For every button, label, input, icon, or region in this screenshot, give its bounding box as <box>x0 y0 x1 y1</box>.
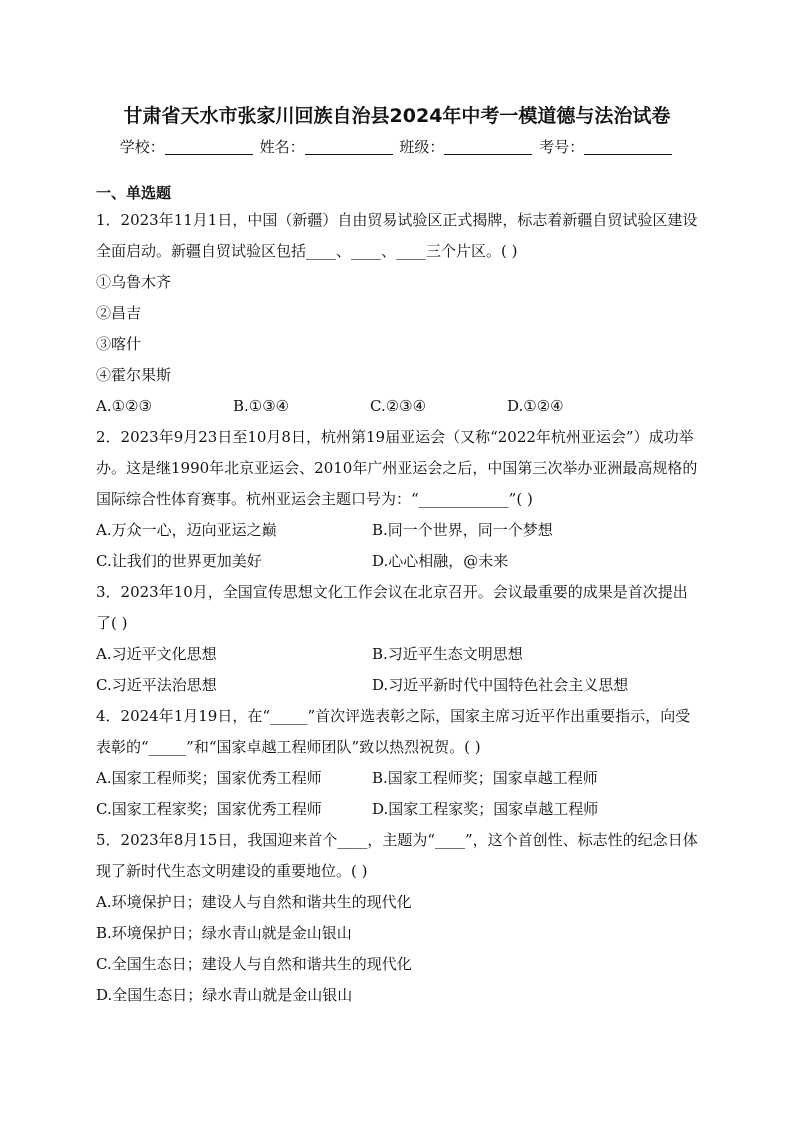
exam-number-blank <box>584 140 672 155</box>
student-info-line <box>0 136 794 157</box>
question-3-stem: 3．2023年10月，全国宣传思想文化工作会议在北京召开。会议最重要的成果是首次提出了( ) <box>96 583 688 632</box>
question-2-option-c: C.让我们的世界更加美好 <box>96 552 262 570</box>
question-2-option-a: A.万众一心，迈向亚运之巅 <box>96 521 277 539</box>
question-4-option-b: B.国家工程师奖；国家卓越工程师 <box>372 769 598 787</box>
question-2 <box>96 422 700 577</box>
question-1 <box>96 205 700 422</box>
question-2-options-row-2 <box>96 546 700 577</box>
page-title: 甘肃省天水市张家川回族自治县2024年中考一模道德与法治试卷 <box>123 105 671 127</box>
question-1-option-b: B.①③④ <box>233 397 290 415</box>
question-4-option-c: C.国家工程家奖；国家优秀工程师 <box>96 800 322 818</box>
questions <box>96 205 700 1011</box>
question-4-options-row-1 <box>96 763 700 794</box>
question-2-options-row-1 <box>96 515 700 546</box>
question-3-option-a: A.习近平文化思想 <box>96 645 217 663</box>
question-5-option-b: B.环境保护日；绿水青山就是金山银山 <box>96 924 352 942</box>
question-5 <box>96 825 700 1011</box>
question-4-option-a: A.国家工程师奖；国家优秀工程师 <box>96 769 322 787</box>
question-1-item-3: ③喀什 <box>96 335 142 353</box>
exam-number-label: 考号： <box>539 138 585 156</box>
question-1-options <box>96 391 700 422</box>
question-4-option-d: D.国家工程家奖；国家卓越工程师 <box>372 800 599 818</box>
question-5-option-c: C.全国生态日；建设人与自然和谐共生的现代化 <box>96 955 412 973</box>
question-5-option-d: D.全国生态日；绿水青山就是金山银山 <box>96 986 353 1004</box>
question-2-option-b: B.同一个世界，同一个梦想 <box>372 521 553 539</box>
question-1-option-d: D.①②④ <box>507 397 564 415</box>
question-1-item-1: ①乌鲁木齐 <box>96 273 172 291</box>
question-3-options-row-1 <box>96 639 700 670</box>
name-blank <box>305 140 393 155</box>
question-2-option-d: D.心心相融，@未来 <box>372 552 509 570</box>
question-3-option-b: B.习近平生态文明思想 <box>372 645 523 663</box>
question-1-stem: 1．2023年11月1日，中国（新疆）自由贸易试验区正式揭牌，标志着新疆自贸试验区建设全面启动。新疆自贸试验区包括____、____、____三个片区。( ) <box>96 211 698 260</box>
question-2-stem: 2．2023年9月23日至10月8日，杭州第19届亚运会（又称“2022年杭州亚运会”）成功举办。这是继1990年北京亚运会、2010年广州亚运会之后，中国第三次举办亚洲最高规格的国际综合性体育赛事。杭州亚运会主题口号为：“____________”( ) <box>96 428 698 508</box>
question-5-stem: 5．2023年8月15日，我国迎来首个____，主题为“____”，这个首创性、标志性的纪念日体现了新时代生态文明建设的重要地位。( ) <box>96 831 698 880</box>
question-1-item-4: ④霍尔果斯 <box>96 366 172 384</box>
question-5-option-a: A.环境保护日；建设人与自然和谐共生的现代化 <box>96 893 412 911</box>
question-1-option-a: A.①②③ <box>96 397 152 415</box>
question-3 <box>96 577 700 701</box>
question-1-item-2: ②昌吉 <box>96 304 142 322</box>
question-4 <box>96 701 700 825</box>
question-3-option-c: C.习近平法治思想 <box>96 676 217 694</box>
question-1-option-c: C.②③④ <box>370 397 427 415</box>
section-heading: 一、单选题 <box>96 184 172 202</box>
school-blank <box>165 140 253 155</box>
class-blank <box>444 140 532 155</box>
question-4-options-row-2 <box>96 794 700 825</box>
question-3-option-d: D.习近平新时代中国特色社会主义思想 <box>372 676 629 694</box>
school-label: 学校： <box>119 138 165 156</box>
question-4-stem: 4．2024年1月19日，在“_____”首次评选表彰之际，国家主席习近平作出重要指示，向受表彰的“_____”和“国家卓越工程师团队”致以热烈祝贺。( ) <box>96 707 691 756</box>
question-3-options-row-2 <box>96 670 700 701</box>
name-label: 姓名： <box>259 138 305 156</box>
class-label: 班级： <box>399 138 445 156</box>
